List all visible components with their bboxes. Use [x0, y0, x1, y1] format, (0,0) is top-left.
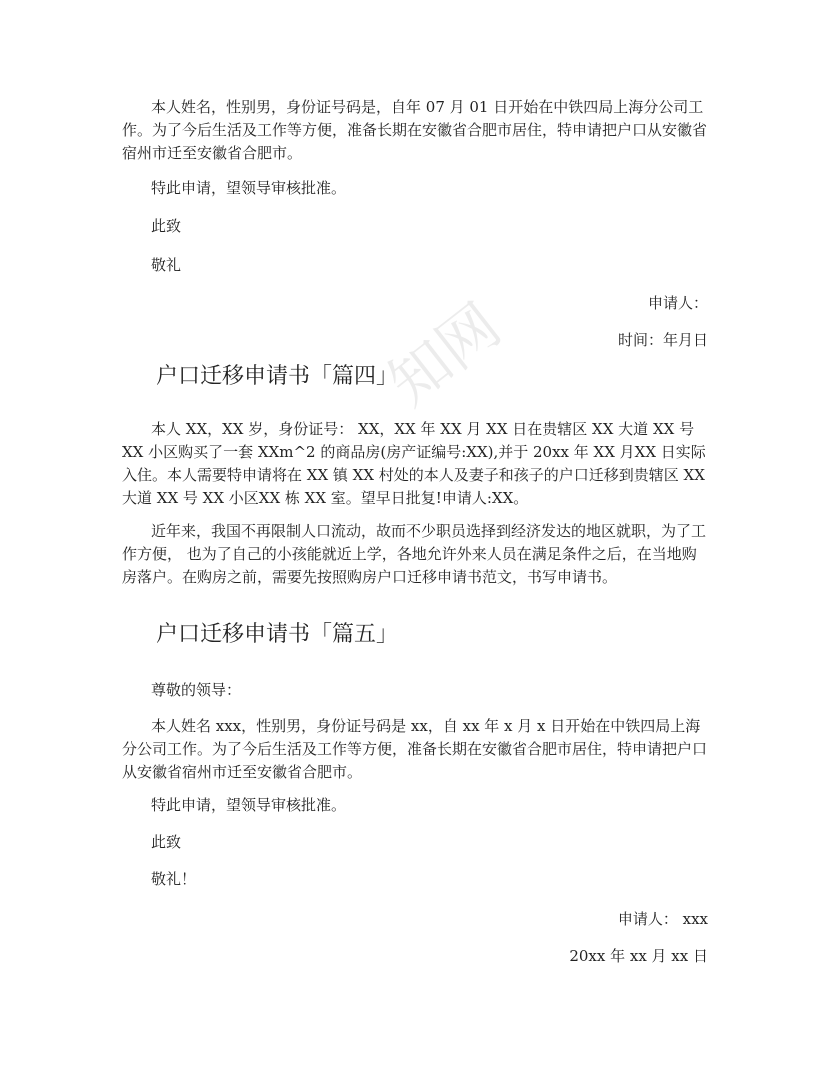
part5-greeting: 尊敬的领导： — [151, 681, 242, 699]
part4-paragraph-1: 本人 XX，XX 岁，身份证号： XX，XX 年 XX 月 XX 日在贵辖区 XX 大道 XX 号 XX 小区购买了一套 XXm^2 的商品房(房产证编号:XX),并于 20xx 年 XX 月XX 日实际入住。本人需要特申请将在 XX 镇 XX 村处的本人及妻子和孩子的户口迁移到贵辖区 XX 大道 XX 号 XX 小区XX 栋 XX 室。望早日批复!申请人:XX。 — [122, 420, 706, 507]
part3-body: 本人姓名，性别男，身份证号码是，自年 07 月 01 日开始在中铁四局上海分公司工作。为了今后生活及工作等方便，准备长期在安徽省合肥市居住，特申请把户口从安徽省宿州市迁至安徽省合肥市。 — [122, 98, 708, 162]
part5-heading: 户口迁移申请书「篇五」 — [156, 622, 399, 647]
part3-salute-1: 此致 — [151, 217, 182, 235]
part5-date: 20xx 年 xx 月 xx 日 — [569, 947, 708, 965]
watermark-logo: 知网 — [376, 290, 514, 420]
part4-paragraph-2: 近年来，我国不再限制人口流动，故而不少职员选择到经济发达的地区就职，为了工作方便， 也为了自己的小孩能就近上学，各地允许外来人员在满足条件之后，在当地购房落户。在购房之前，需要先按照购房户口迁移申请书范文，书写申请书。 — [122, 522, 707, 586]
part5-salute-1: 此致 — [151, 833, 182, 851]
part3-closing: 特此申请，望领导审核批准。 — [151, 179, 347, 197]
part5-closing: 特此申请，望领导审核批准。 — [151, 796, 347, 814]
part3-applicant: 申请人： — [647, 294, 708, 312]
part3-date: 时间：年月日 — [617, 331, 708, 349]
part5-body: 本人姓名 xxx，性别男，身份证号码是 xx，自 xx 年 x 月 x 日开始在中铁四局上海分公司工作。为了今后生活及工作等方便，准备长期在安徽省合肥市居住，特申请把户口从安徽省宿州市迁至安徽省合肥市。 — [122, 717, 708, 781]
part5-applicant: 申请人： xxx — [617, 910, 708, 928]
part3-salute-2: 敬礼 — [151, 256, 182, 274]
part4-heading: 户口迁移申请书「篇四」 — [156, 364, 399, 389]
part5-salute-2: 敬礼！ — [151, 870, 197, 888]
